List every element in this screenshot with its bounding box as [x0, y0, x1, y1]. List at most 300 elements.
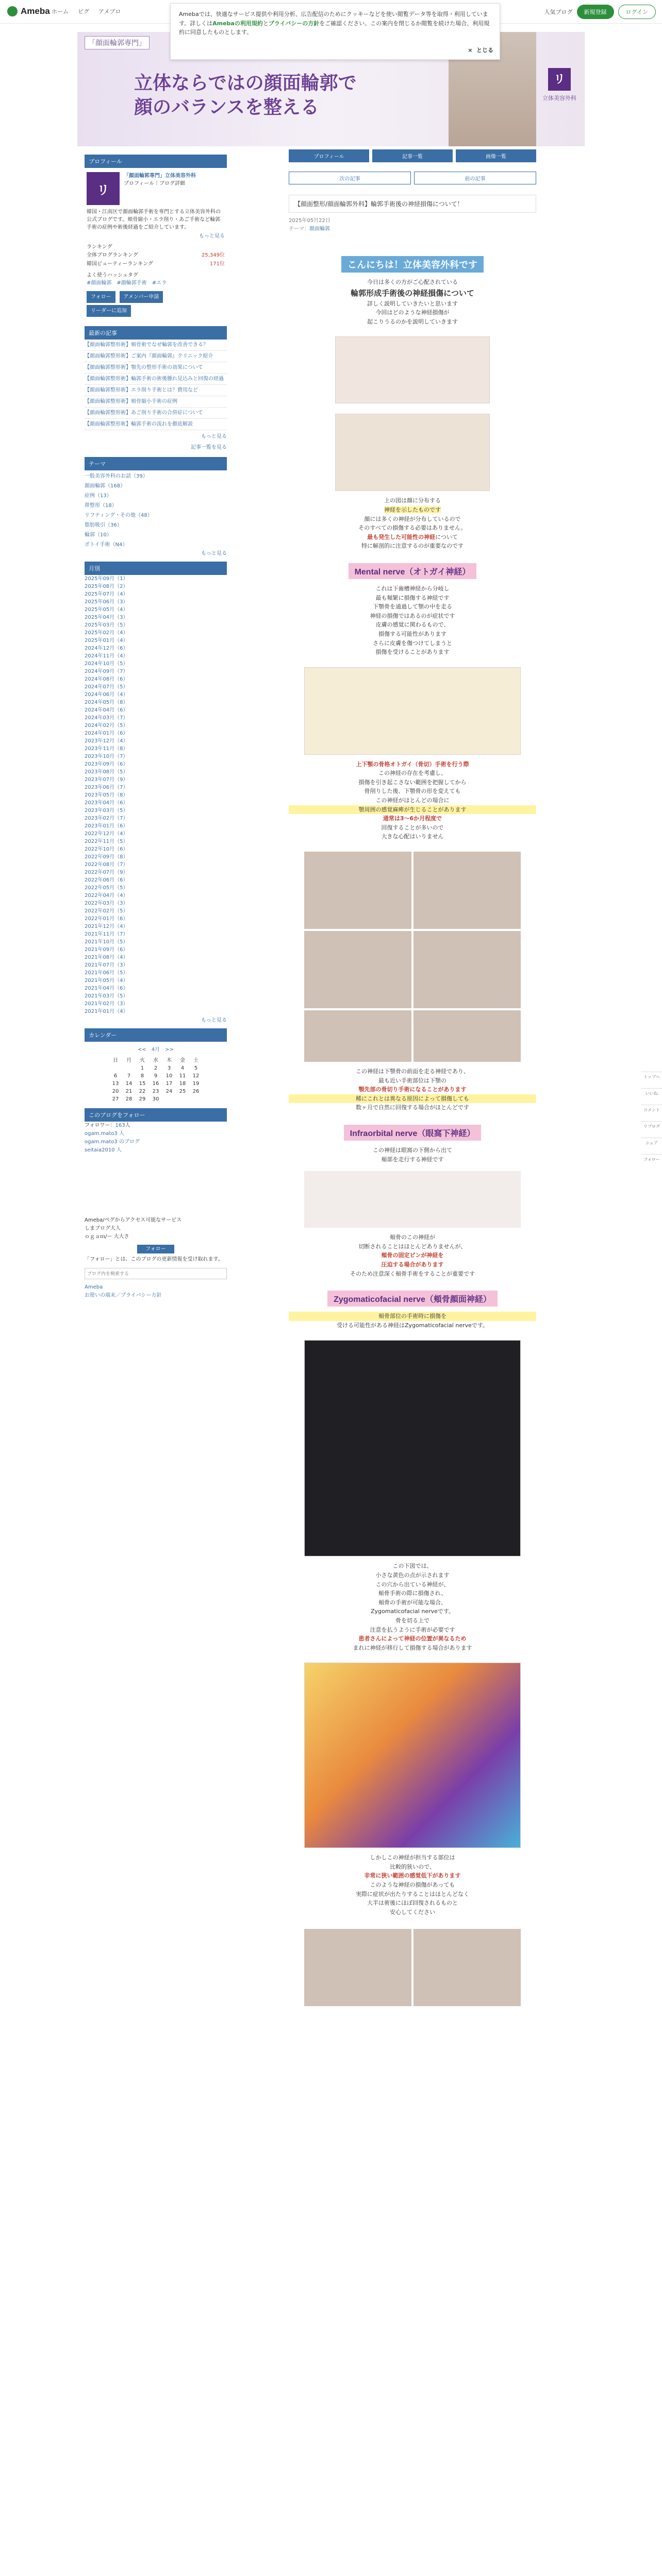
- calendar-day: [176, 1095, 189, 1103]
- archive-link[interactable]: 2024年12月（6）: [85, 646, 128, 651]
- follow-button-2[interactable]: フォロー: [137, 1245, 174, 1253]
- calendar-day: [122, 1064, 136, 1072]
- recent-post-link[interactable]: 【顔面輪郭整形術】輪郭手術の術後腫れ見込みと回復の経過: [85, 374, 227, 385]
- ranking-row[interactable]: [87, 260, 225, 268]
- text-line: 頬骨の手術が可能な場合、: [378, 1599, 446, 1606]
- pr-text: Ameba/ペグからアクセス可能なサービス: [85, 1217, 182, 1223]
- privacy-link[interactable]: プライバシーの方針: [268, 20, 320, 27]
- calendar-day[interactable]: 25: [179, 1089, 186, 1094]
- follow-note: 「フォロー」とは、このブログの更新情報を受け取れます。: [85, 1257, 223, 1262]
- recent-post-link[interactable]: 【顔面輪郭整形術】あご削り手術の合併症について: [85, 408, 227, 419]
- mental-text: [289, 584, 536, 657]
- theme-label: テーマ：: [289, 226, 309, 232]
- calendar-day[interactable]: 27: [112, 1096, 119, 1102]
- hashtags: [87, 272, 225, 287]
- greeting-banner: こんにちは！立体美容外科です: [341, 256, 484, 273]
- archive-link[interactable]: 2021年09月（6）: [85, 947, 128, 953]
- pr-line: ｏｇａｍ/ー 大大さ: [85, 1234, 129, 1240]
- post-date: 2025年05月22日: [289, 218, 330, 224]
- follow-side-button[interactable]: フォロー: [641, 1154, 662, 1171]
- text-line: 稀にこれとは異なる原因によって損傷しても: [289, 1094, 536, 1104]
- nav-home[interactable]: ホーム: [52, 8, 69, 15]
- prev-post-button[interactable]: 前の記事: [414, 172, 536, 184]
- archive-link[interactable]: 2021年07月（3）: [85, 962, 128, 968]
- text-line: 頬骨部位の手術時に損傷を: [289, 1312, 536, 1321]
- next-post-button[interactable]: 次の記事: [289, 172, 411, 184]
- nav-ameblo[interactable]: アメブロ: [98, 8, 121, 15]
- intro-text: [289, 278, 536, 326]
- before-after-photos: [304, 852, 521, 1008]
- theme-link[interactable]: 一般美容外科のお話（39）: [85, 473, 148, 479]
- calendar-day[interactable]: 8: [140, 1073, 144, 1079]
- text-line: 通常は3〜6か月程度で: [383, 815, 442, 822]
- ranking-label-text: 全体ブログランキング: [87, 252, 138, 258]
- text-line: 切断されることはほとんどありませんが、: [358, 1243, 467, 1250]
- text-line: 頬骨のこの神経が: [390, 1234, 435, 1241]
- archive-link[interactable]: 2021年05月（4）: [85, 978, 128, 984]
- text-line: 小さな黄色の点が示されます: [375, 1571, 450, 1579]
- calendar-day[interactable]: 13: [112, 1081, 119, 1087]
- blog-name[interactable]: 「顔面輪郭専門」立体美容外科: [124, 173, 196, 179]
- calendar-day[interactable]: 23: [152, 1089, 159, 1094]
- ranking-value: 171位: [209, 261, 225, 267]
- archive-link[interactable]: 2022年04月（4）: [85, 893, 128, 899]
- hashtag[interactable]: #顔輪郭手術: [117, 280, 147, 286]
- archive-link[interactable]: 2022年05月（5）: [85, 885, 128, 891]
- photo-before: [304, 1929, 411, 2006]
- calendar-day[interactable]: 16: [152, 1081, 159, 1087]
- themes-list: [85, 470, 227, 556]
- blog-search-input[interactable]: [85, 1268, 227, 1279]
- hashtag[interactable]: #エラ: [152, 280, 167, 286]
- theme-link[interactable]: リフティング・その他（48）: [85, 513, 153, 518]
- text-line: 非常に狭い範囲の感覚低下があります: [364, 1872, 461, 1879]
- zygomatic-text-3: [289, 1853, 536, 1917]
- text-line: 受ける可能性がある神経はZygomaticofacial nerveです。: [336, 1321, 489, 1329]
- logo-text: Ameba: [21, 6, 50, 16]
- theme-link[interactable]: ポトイ手術（N4）: [85, 542, 128, 548]
- archive-link[interactable]: 2022年02月（5）: [85, 908, 128, 914]
- text-line: この神経がほとんどの場合に: [375, 797, 450, 804]
- facial-nerve-diagram-2: [335, 414, 490, 491]
- archive-link[interactable]: 2023年01月（6）: [85, 823, 128, 829]
- archive-link[interactable]: 2021年02月（3）: [85, 1001, 128, 1007]
- text-line: そのため注意深く頬骨手術をすることが重要です: [350, 1270, 475, 1277]
- post-nav: [289, 172, 536, 184]
- text-line: 詳しく説明していきたいと思います: [367, 300, 458, 307]
- section-mental-nerve: Mental nerve（オトガイ神経）: [349, 563, 477, 579]
- archive-link[interactable]: 2023年07月（9）: [85, 777, 128, 783]
- post-theme-link[interactable]: 顔面輪郭: [309, 226, 330, 232]
- archive-link[interactable]: 2022年01月（6）: [85, 916, 128, 922]
- footer-link[interactable]: Ameba: [85, 1284, 103, 1290]
- text-line: この下図では、: [392, 1563, 433, 1570]
- follow-box: フォロワー：163人 ogam.mato3 人 ogam.mato3 のブログ seitaia2010 人: [85, 1122, 227, 1155]
- text-line: 最も発生した可能性の神経: [367, 533, 436, 540]
- recent-post-link[interactable]: 【顔面輪郭整形術】エラ削り手術とは？費用など: [85, 385, 227, 396]
- archive-more-link[interactable]: もっと見る: [201, 1018, 227, 1023]
- photo-after: [413, 1929, 521, 2006]
- archive-link[interactable]: 2024年11月（4）: [85, 653, 128, 659]
- archive-link[interactable]: 2021年12月（4）: [85, 924, 128, 929]
- archive-link[interactable]: 2025年08月（2）: [85, 584, 128, 589]
- calendar-day[interactable]: 6: [113, 1073, 118, 1079]
- top-nav: [52, 7, 121, 15]
- calendar-day[interactable]: 26: [192, 1089, 200, 1094]
- text-line: 皮膚の感覚に関わるもので、: [375, 621, 450, 629]
- archive-link[interactable]: 2021年06月（5）: [85, 970, 128, 976]
- ranking-label-text: 韓国ビューティーランキング: [87, 261, 153, 267]
- calendar-day[interactable]: 7: [127, 1073, 131, 1079]
- cookie-close-button[interactable]: [466, 46, 493, 55]
- weekday-label: 木: [167, 1058, 172, 1063]
- text-line: 今日は多くの方がご心配されている: [367, 279, 458, 285]
- text-line: 損傷する可能性があります: [378, 630, 446, 637]
- ranking-label: ランキング: [87, 244, 112, 250]
- weekday-label: 金: [180, 1058, 185, 1063]
- archive-link[interactable]: 2021年10月（5）: [85, 939, 128, 945]
- archive-link[interactable]: 2022年11月（5）: [85, 839, 128, 844]
- cookie-sep: と: [262, 20, 269, 27]
- before-photo: [304, 852, 411, 929]
- amember-button[interactable]: アメンバー申請: [120, 291, 163, 303]
- register-button[interactable]: 新規登録: [577, 5, 614, 19]
- text-line: この神経は眼窩の下側から出て: [373, 1147, 452, 1154]
- section-infraorbital-nerve: Infraorbital nerve（眼窩下神経）: [344, 1125, 482, 1141]
- dermatome-face-diagram: [304, 1663, 521, 1848]
- text-line: 圧迫する場合があります: [381, 1261, 444, 1268]
- cookie-text: Amebaでは、快適なサービス提供や利用分析、広告配信のためにクッキーなどを使い閲覧データ等を取得・利用しています。詳しくは: [179, 11, 488, 27]
- calendar-day[interactable]: 24: [166, 1089, 173, 1094]
- facial-nerve-diagram-1: [335, 336, 490, 403]
- archive-link[interactable]: 2021年03月（5）: [85, 993, 128, 999]
- followers-label: フォロワー: [85, 1123, 110, 1128]
- close-icon: ×: [468, 47, 473, 54]
- calendar-day[interactable]: 22: [139, 1089, 146, 1094]
- calendar-day[interactable]: 15: [139, 1081, 146, 1087]
- calendar-day[interactable]: 20: [112, 1089, 119, 1094]
- archive-link[interactable]: 2023年08月（5）: [85, 769, 128, 775]
- text-line: 実際に症状が出たりすることはほとんどなく: [356, 1890, 469, 1897]
- recent-post-link[interactable]: 【顔面輪郭整形術】ご案内『顔面輪郭』クリニック紹介: [85, 351, 227, 362]
- calendar-nav[interactable]: << 4月 >>: [138, 1047, 174, 1053]
- text-line: 注意を払うように手術が必要です: [370, 1626, 455, 1633]
- calendar-day[interactable]: 30: [152, 1096, 159, 1102]
- weekday-label: 月: [126, 1058, 131, 1063]
- recent-posts: [85, 340, 227, 452]
- ranking-stats: [87, 251, 225, 268]
- text-line: 今回はどのような神経損傷が: [375, 309, 450, 316]
- archive-link[interactable]: 2021年04月（6）: [85, 986, 128, 991]
- text-line: 最も頻繁に損傷する神経です: [375, 594, 450, 601]
- recent-post-link[interactable]: 【顔面輪郭整形術】輪郭手術の流れを徹底解説: [85, 419, 227, 430]
- archive-link[interactable]: 2024年02月（5）: [85, 723, 128, 728]
- blog-tabs: [289, 149, 536, 162]
- archive-link[interactable]: 2022年10月（6）: [85, 846, 128, 852]
- archive-link[interactable]: 2021年01月（4）: [85, 1009, 128, 1014]
- post-meta: [289, 217, 536, 233]
- text-line: 起こりうるのかを説明していきます: [367, 318, 458, 325]
- nav-pigg[interactable]: ピグ: [78, 8, 89, 15]
- archive-link[interactable]: 2024年06月（4）: [85, 692, 128, 698]
- text-line: このような神経の損傷があっても: [370, 1882, 455, 1889]
- archive-link[interactable]: 2021年11月（7）: [85, 931, 128, 937]
- follow-button[interactable]: フォロー: [87, 291, 115, 303]
- text-line: 上下顎の骨格オトガイ（骨切）手術を行う際: [356, 760, 469, 768]
- text-line: 最も近い手術部位は下顎の: [378, 1077, 446, 1084]
- mandible-nerve-diagram: [304, 667, 521, 755]
- text-line: この穴から出ている神経が、: [375, 1581, 450, 1588]
- ameba-logo[interactable]: [7, 6, 50, 16]
- ameba-logo-icon: [7, 6, 18, 16]
- after-photo-side: [413, 931, 521, 1008]
- headline-line-2: 顔のバランスを整える: [134, 96, 319, 117]
- calendar-day[interactable]: 14: [125, 1081, 133, 1087]
- banner-tag: 「顔面輪郭専門」: [85, 36, 150, 49]
- zygomatic-text-2: [289, 1562, 536, 1652]
- tab-profile[interactable]: プロフィール: [289, 149, 369, 162]
- text-line: 骨削りした後、下顎骨の形を変えても: [364, 788, 461, 795]
- text-line: 特に解剖的に注意するのが重要なのです: [361, 543, 464, 550]
- archive-link[interactable]: 2023年11月（8）: [85, 746, 128, 752]
- calendar-day[interactable]: 4: [180, 1065, 185, 1071]
- recent-post-link[interactable]: 【顔面輪郭整形術】頬骨術でなぜ輪郭を改善できる？: [85, 340, 227, 351]
- main-content: [289, 149, 536, 2006]
- archive-link[interactable]: 2024年08月（6）: [85, 676, 128, 682]
- cookie-notice: [170, 3, 500, 60]
- xray-before: [304, 1010, 411, 1062]
- calendar-day[interactable]: 29: [139, 1096, 146, 1102]
- text-line: まれに神経が移行して損傷する場合があります: [353, 1644, 472, 1651]
- tab-images[interactable]: 画像一覧: [456, 149, 536, 162]
- archive-link[interactable]: 2025年06月（3）: [85, 599, 128, 605]
- archive-link[interactable]: 2022年08月（7）: [85, 862, 128, 868]
- text-line: 頬部を走行する神経です: [381, 1156, 444, 1163]
- profile-box: [85, 168, 227, 321]
- text-line: 顎先部の骨切り手術になることがあります: [358, 1086, 467, 1093]
- infraorbital-text-2: [289, 1233, 536, 1278]
- pr-more[interactable]: しまブログ大人: [85, 1226, 121, 1231]
- archive-link[interactable]: 2023年10月（7）: [85, 754, 128, 759]
- calendar-day: [109, 1064, 122, 1072]
- follower-link[interactable]: ogam.mato3 のブログ: [85, 1139, 140, 1145]
- skull-ct-image: [304, 1340, 521, 1556]
- archive-link[interactable]: 2025年09月（1）: [85, 576, 128, 582]
- recent-post-link[interactable]: 【顔面輪郭整形術】頬骨縮小手術の症例: [85, 396, 227, 408]
- archive-link[interactable]: 2023年04月（6）: [85, 800, 128, 806]
- archive-link[interactable]: 2024年03月（7）: [85, 715, 128, 721]
- archive-link[interactable]: 2022年06月（6）: [85, 877, 128, 883]
- final-photos: [304, 1929, 521, 2006]
- reblog-button[interactable]: リブログ: [641, 1121, 662, 1138]
- recent-post-link[interactable]: 【顔面輪郭整形術】顎先の整形手術の効果について: [85, 362, 227, 374]
- archive-link[interactable]: 2024年07月（5）: [85, 684, 128, 690]
- calendar-day[interactable]: 1: [140, 1065, 144, 1071]
- theme-link[interactable]: 顔面輪郭（168）: [85, 483, 126, 489]
- popular-blog-link[interactable]: 人気ブログ: [544, 9, 573, 15]
- archive-link[interactable]: 2023年12月（4）: [85, 738, 128, 744]
- terms-link[interactable]: Amebaの利用規約: [212, 20, 263, 27]
- recent-more-link[interactable]: もっと見る: [201, 434, 227, 439]
- archive-link[interactable]: 2025年01月（4）: [85, 638, 128, 643]
- calendar-day[interactable]: 11: [179, 1073, 186, 1079]
- archive-list: [85, 575, 227, 1015]
- theme-link[interactable]: 脂肪吸引（36）: [85, 522, 122, 528]
- share-button[interactable]: シェア: [641, 1138, 662, 1154]
- calendar-day[interactable]: 21: [125, 1089, 133, 1094]
- calendar-grid: [109, 1055, 203, 1103]
- text-line: 回復することが多いので: [381, 824, 444, 831]
- archive-link[interactable]: 2022年07月（9）: [85, 870, 128, 875]
- text-line: 下顎骨を通過して顎の中を走る: [373, 603, 452, 611]
- para-1: [289, 496, 536, 551]
- login-button[interactable]: ログイン: [618, 5, 656, 19]
- calendar-day[interactable]: 18: [179, 1081, 186, 1087]
- comment-button[interactable]: コメント: [641, 1105, 662, 1121]
- calendar-day[interactable]: 3: [167, 1065, 171, 1071]
- weekday-label: 日: [113, 1058, 118, 1063]
- text-line: 頬骨手術の際に損傷され、: [378, 1590, 447, 1597]
- hashtag-label: よく使うハッシュタグ: [87, 273, 138, 278]
- text-line: 上の図は顔に分布する: [384, 497, 441, 504]
- sidebar: [85, 149, 227, 1300]
- text-line: 大きな心配はいりません: [381, 833, 444, 840]
- text-line: これは下歯槽神経から分岐し: [375, 585, 450, 592]
- pr-box: [85, 1216, 227, 1300]
- archive-header: 月別: [85, 562, 227, 575]
- post-title[interactable]: 【顔面整形/顔面輪郭外科】輪郭手術後の神経損傷について！: [289, 195, 536, 213]
- archive-link[interactable]: 2022年03月（3）: [85, 901, 128, 906]
- weekday-label: 火: [140, 1058, 145, 1063]
- archive-link[interactable]: 2025年04月（3）: [85, 615, 128, 620]
- archive-link[interactable]: 2025年05月（4）: [85, 607, 128, 613]
- brand-mark: リ: [548, 68, 571, 91]
- recent-posts-header: 最新の記事: [85, 326, 227, 340]
- archive-link[interactable]: 2024年05月（8）: [85, 700, 128, 705]
- text-line: 顔には多くの神経が分布しているので: [364, 515, 461, 522]
- text-line: この神経は下顎骨の前面を走る神経であり、: [356, 1068, 469, 1075]
- cookie-text-2: をご確認ください。この案内を閉じるか閲覧を続けた場合、利用規約に同意したものとします。: [179, 20, 490, 36]
- text-line: Zygomaticofacial nerveです。: [370, 1608, 455, 1615]
- archive-link[interactable]: 2023年02月（7）: [85, 816, 128, 821]
- theme-link[interactable]: 輪郭（10）: [85, 532, 112, 538]
- text-line: さらに皮膚を傷つけてしまうと: [373, 639, 452, 647]
- close-label: とじる: [476, 47, 493, 54]
- text-line: 骨を切る上で: [395, 1617, 429, 1624]
- text-line: 神経の損傷ではあるのが症状です: [370, 612, 455, 619]
- calendar-day[interactable]: 10: [166, 1073, 173, 1079]
- profile-link[interactable]: プロフィール｜ブログ詳細: [124, 181, 185, 187]
- text-line: について: [435, 533, 458, 540]
- brand-name: 立体美容外科: [542, 95, 576, 101]
- infraorbital-text: [289, 1146, 536, 1164]
- calendar-day[interactable]: 12: [192, 1073, 200, 1079]
- archive-link[interactable]: 2022年12月（4）: [85, 831, 128, 837]
- archive-link[interactable]: 2023年03月（5）: [85, 808, 128, 814]
- ranking-value: 25,349位: [202, 252, 225, 258]
- banner-headline: [134, 71, 357, 120]
- calendar-day[interactable]: 19: [192, 1081, 200, 1087]
- ranking-row[interactable]: [87, 251, 225, 260]
- zygomatic-text: [289, 1312, 536, 1330]
- calendar-day[interactable]: 5: [194, 1065, 198, 1071]
- themes-header: テーマ: [85, 457, 227, 470]
- calendar-day[interactable]: 2: [154, 1065, 158, 1071]
- follower-link[interactable]: seitaia2010 人: [85, 1147, 122, 1153]
- reader-add-button[interactable]: リーダーに追加: [87, 305, 131, 317]
- follower-link[interactable]: ogam.mato3 人: [85, 1131, 124, 1137]
- text-line: 頬骨の固定ピンが神経を: [381, 1252, 444, 1259]
- calendar-day: [189, 1095, 203, 1103]
- hashtag[interactable]: #顔面輪郭: [87, 280, 112, 286]
- archive-link[interactable]: 2024年01月（6）: [85, 731, 128, 736]
- text-line: この神経の存在を考慮し、: [378, 770, 446, 777]
- themes-more-link[interactable]: もっと見る: [201, 551, 227, 556]
- calendar-day[interactable]: 17: [166, 1081, 173, 1087]
- profile-desc: 韓国・江南区で顔面輪郭手術を専門とする立体美容外科の公式ブログです。頬骨縮小・エラ削り・あご手術など輪郭手術の症例や術後経過をご紹介しています。: [87, 209, 221, 230]
- text-line: 比較的狭いので、: [390, 1863, 435, 1870]
- floating-action-bar: [641, 1072, 662, 1171]
- archive-link[interactable]: 2023年09月（6）: [85, 761, 128, 767]
- calendar-day: [162, 1095, 176, 1103]
- to-top-button[interactable]: トップへ: [641, 1072, 662, 1088]
- calendar-day[interactable]: 9: [154, 1073, 158, 1079]
- archive-link[interactable]: 2024年04月（6）: [85, 707, 128, 713]
- text-line: 損傷を引き起こさない範囲を把握してから: [358, 778, 467, 786]
- text-line: 損傷を受けることがあります: [375, 649, 450, 656]
- profile-more-link[interactable]: もっと見る: [199, 233, 225, 239]
- mental-text-3: [289, 1067, 536, 1112]
- like-button[interactable]: いいね: [641, 1088, 662, 1105]
- follow-header: このブログをフォロー: [85, 1108, 227, 1122]
- text-line: 数ヶ月で自然に回復する場合がほとんどです: [356, 1104, 469, 1111]
- headline-line-1: 立体ならではの顔面輪郭で: [134, 72, 357, 93]
- all-posts-link[interactable]: 記事一覧を見る: [191, 445, 227, 450]
- after-photo: [413, 852, 521, 929]
- weekday-label: 土: [193, 1058, 198, 1063]
- footer-link[interactable]: お使いの端末／プライバシー方針: [85, 1293, 162, 1298]
- text-line: 安心してください: [390, 1908, 435, 1916]
- mental-text-2: [289, 760, 536, 841]
- infraorbital-diagram: [304, 1171, 521, 1228]
- theme-link[interactable]: 症例（13）: [85, 493, 112, 499]
- text-line: 神経を示したものです: [384, 506, 441, 513]
- archive-link[interactable]: 2024年10月（5）: [85, 661, 128, 667]
- theme-link[interactable]: 鼻整形（18）: [85, 503, 117, 509]
- followers-count[interactable]: 163: [115, 1123, 125, 1128]
- archive-link[interactable]: 2025年07月（4）: [85, 591, 128, 597]
- archive-link[interactable]: 2025年03月（5）: [85, 622, 128, 628]
- archive-link[interactable]: 2023年06月（7）: [85, 785, 128, 790]
- archive-link[interactable]: 2024年09月（7）: [85, 669, 128, 674]
- archive-link[interactable]: 2021年08月（4）: [85, 955, 128, 960]
- calendar-day[interactable]: 28: [125, 1096, 133, 1102]
- text-line: 大半は術後にほぼ回復されるものと: [367, 1900, 458, 1907]
- text-line: 輪郭形成手術後の神経損傷について: [351, 288, 474, 298]
- archive-link[interactable]: 2023年05月（8）: [85, 792, 128, 798]
- archive-link[interactable]: 2022年09月（8）: [85, 854, 128, 860]
- profile-header: プロフィール: [85, 155, 227, 168]
- avatar[interactable]: リ: [87, 172, 120, 205]
- calendar-header: カレンダー: [85, 1028, 227, 1042]
- before-photo-side: [304, 931, 411, 1008]
- text-line: 患者さんによって神経の位置が異なるため: [358, 1635, 467, 1642]
- section-zygomaticofacial-nerve: Zygomaticofacial nerve（頬骨顔面神経）: [327, 1291, 498, 1307]
- brand-logo: [541, 68, 577, 109]
- text-line: そのすべての損傷する必要はありません。: [358, 524, 467, 532]
- archive-link[interactable]: 2025年02月（4）: [85, 630, 128, 636]
- tab-posts[interactable]: 記事一覧: [372, 149, 453, 162]
